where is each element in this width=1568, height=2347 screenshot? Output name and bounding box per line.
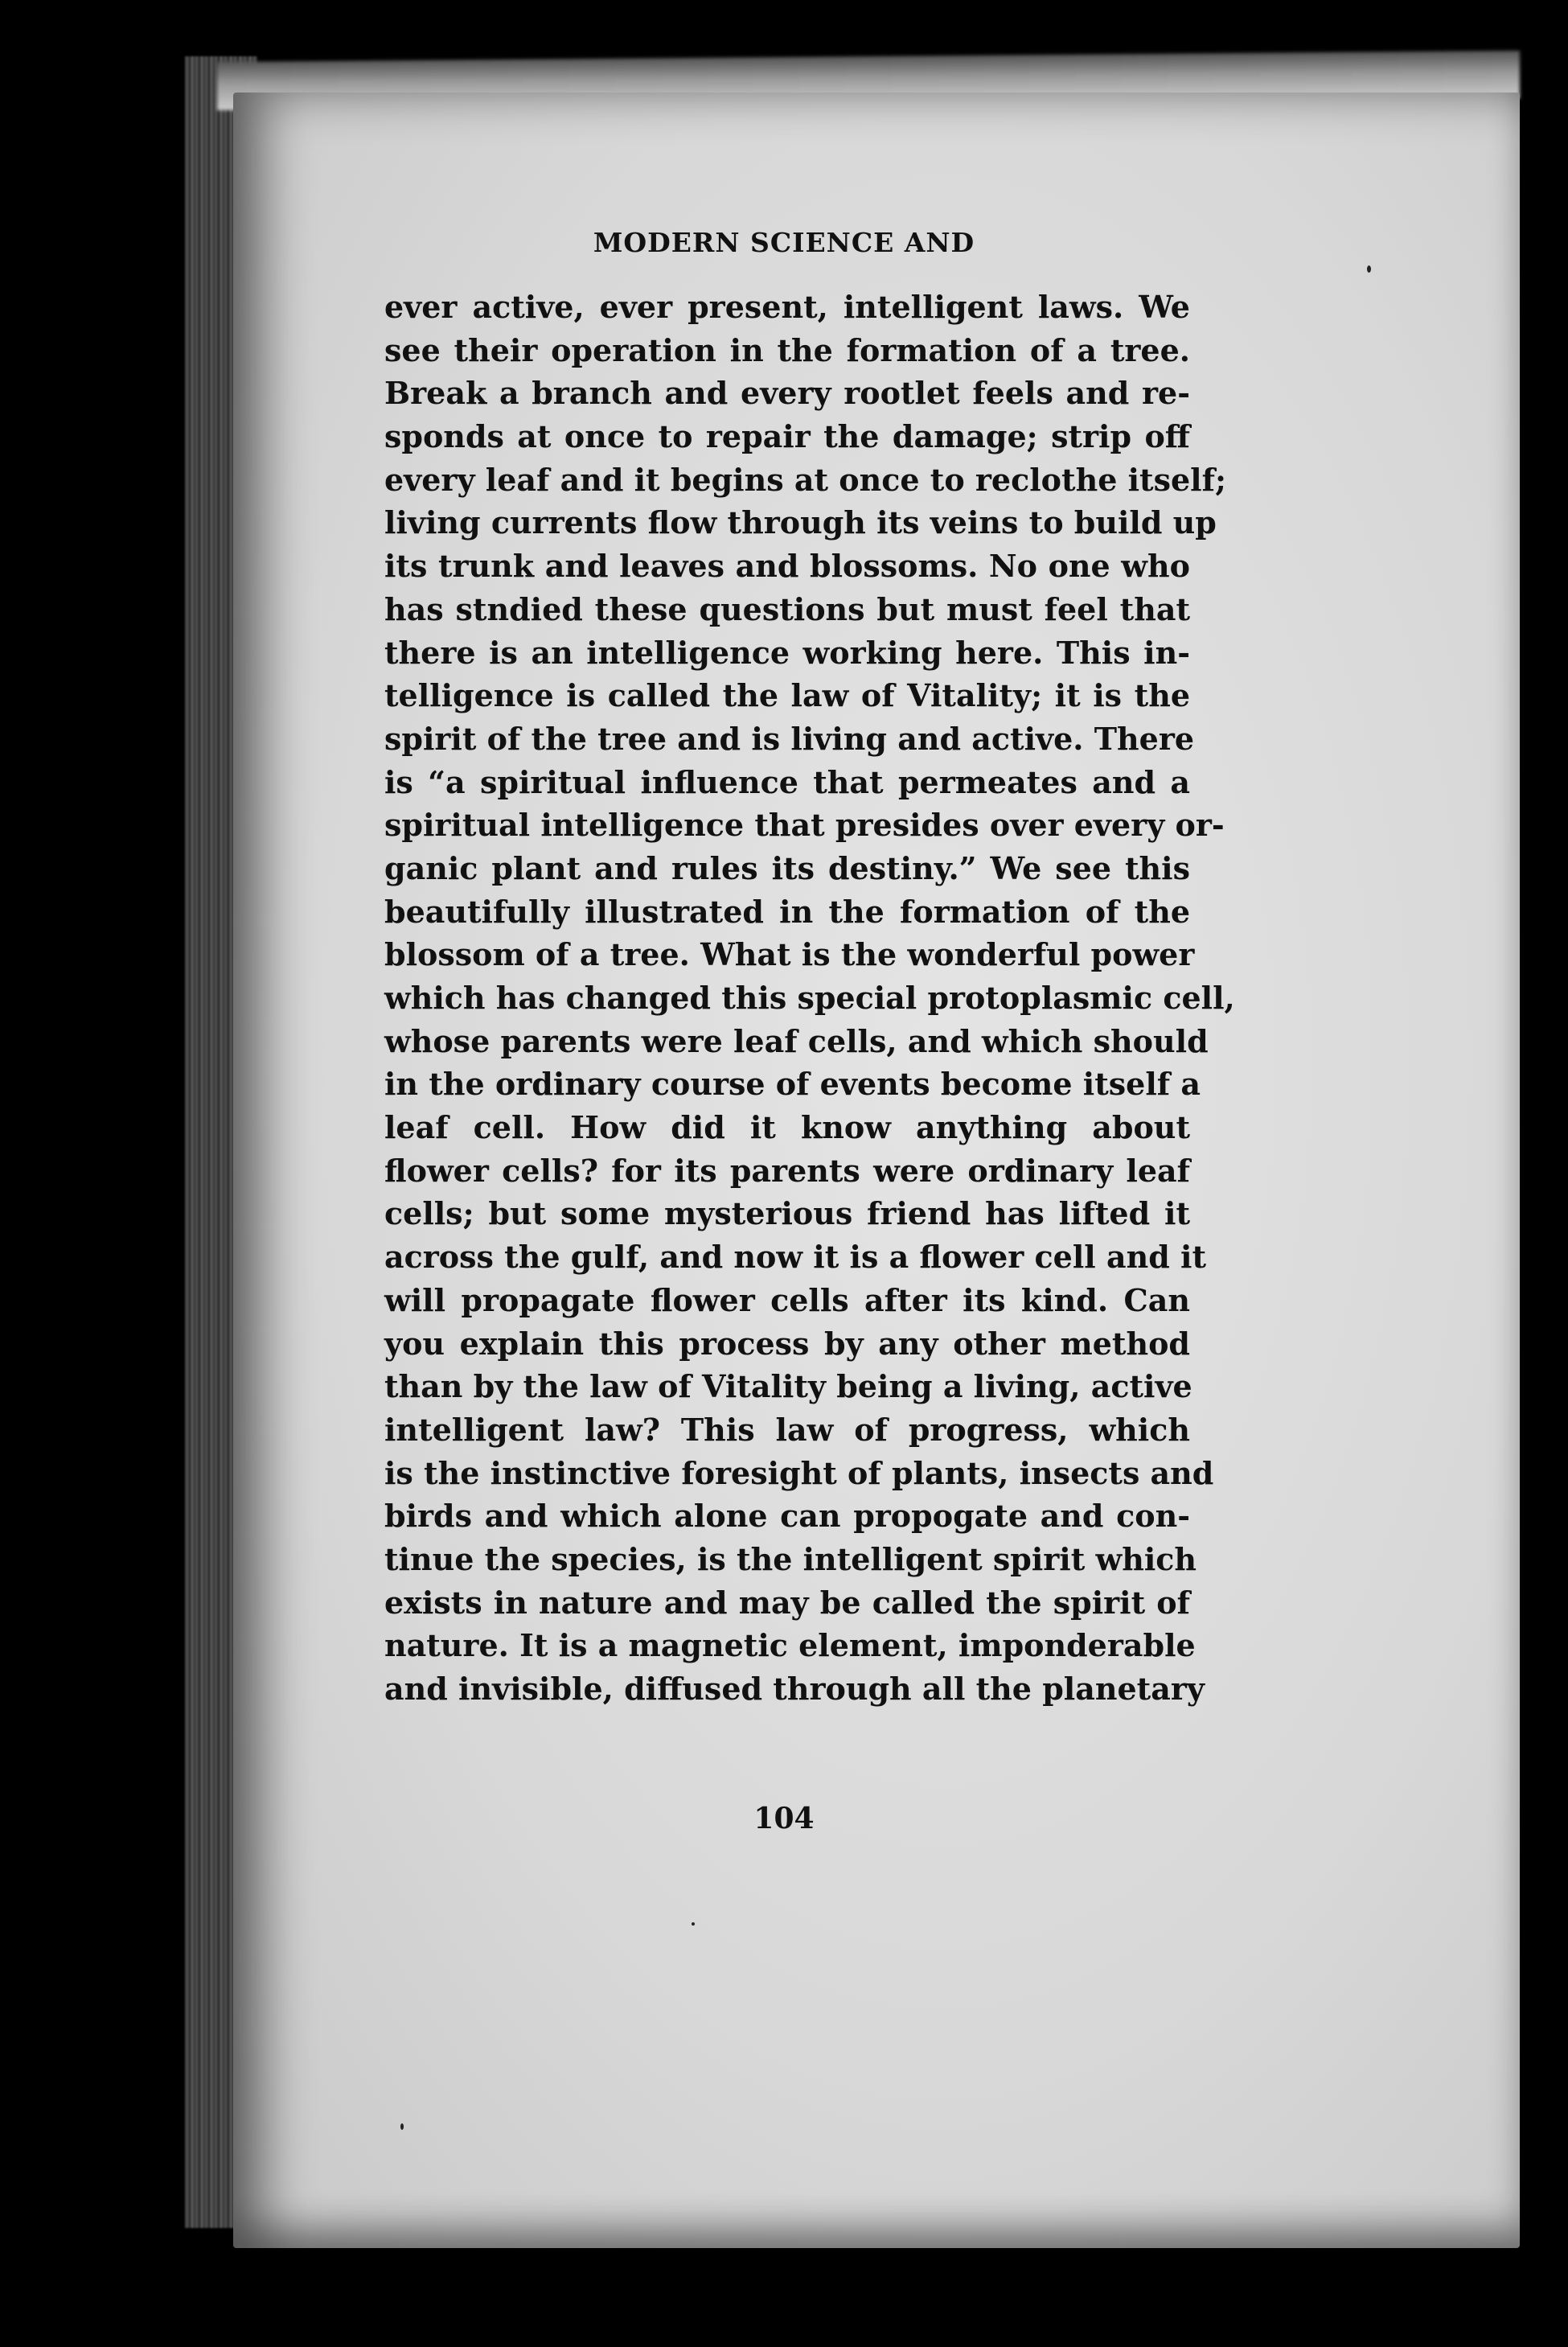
- text-line: ever active, ever present, intelligent laws. We: [384, 289, 1190, 325]
- text-line: sponds at once to repair the damage; strip off: [384, 418, 1190, 455]
- text-line: intelligent law? This law of progress, which: [384, 1411, 1190, 1448]
- page-number: 104: [753, 1802, 815, 1835]
- text-line: there is an intelligence working here. This in-: [384, 634, 1190, 671]
- text-line: telligence is called the law of Vitality; it is the: [384, 677, 1190, 714]
- text-line: whose parents were leaf cells, and which should: [384, 1022, 1209, 1059]
- text-line: in the ordinary course of events become itself a: [384, 1066, 1201, 1103]
- text-line: flower cells? for its parents were ordinary leaf: [384, 1152, 1190, 1189]
- text-line: nature. It is a magnetic element, imponderable: [384, 1627, 1196, 1664]
- text-line: leaf cell. How did it know anything about: [384, 1109, 1190, 1146]
- text-line: will propagate flower cells after its kind. Can: [384, 1281, 1190, 1318]
- scan-speck: [692, 1922, 695, 1926]
- text-line: ganic plant and rules its destiny.” We see this: [384, 849, 1190, 886]
- text-line: spirit of the tree and is living and active. There: [384, 720, 1195, 757]
- text-line: living currents flow through its veins to build up: [384, 504, 1217, 541]
- text-line: Break a branch and every rootlet feels and re-: [384, 375, 1190, 412]
- text-line: which has changed this special protoplasmic cell,: [384, 980, 1235, 1016]
- text-line: is the instinctive foresight of plants, insects and: [384, 1454, 1214, 1491]
- text-line: you explain this process by any other method: [384, 1325, 1190, 1362]
- text-line: blossom of a tree. What is the wonderful power: [384, 936, 1195, 973]
- text-line: has stndied these questions but must feel that: [384, 590, 1190, 627]
- scan-speck: [1367, 265, 1371, 273]
- text-line: see their operation in the formation of a tree.: [384, 331, 1190, 368]
- text-line: across the gulf, and now it is a flower cell and it: [384, 1239, 1206, 1276]
- text-line: than by the law of Vitality being a living, active: [384, 1368, 1192, 1405]
- scan-speck: [400, 2123, 404, 2130]
- text-line: cells; but some mysterious friend has lifted it: [384, 1195, 1190, 1232]
- text-line: beautifully illustrated in the formation of the: [384, 893, 1190, 930]
- text-line: and invisible, diffused through all the planetary: [384, 1671, 1205, 1707]
- text-line: exists in nature and may be called the spirit of: [384, 1584, 1190, 1621]
- running-head: MODERN SCIENCE AND: [593, 227, 975, 258]
- text-line: every leaf and it begins at once to reclothe itself;: [384, 461, 1226, 498]
- text-line: is “a spiritual influence that permeates and a: [384, 763, 1190, 800]
- text-line: spiritual intelligence that presides over every or-: [384, 807, 1225, 844]
- text-line: birds and which alone can propogate and con-: [384, 1498, 1190, 1535]
- text-line: tinue the species, is the intelligent spirit which: [384, 1540, 1197, 1577]
- body-text: [384, 286, 1235, 1711]
- text-line: its trunk and leaves and blossoms. No one who: [384, 548, 1190, 585]
